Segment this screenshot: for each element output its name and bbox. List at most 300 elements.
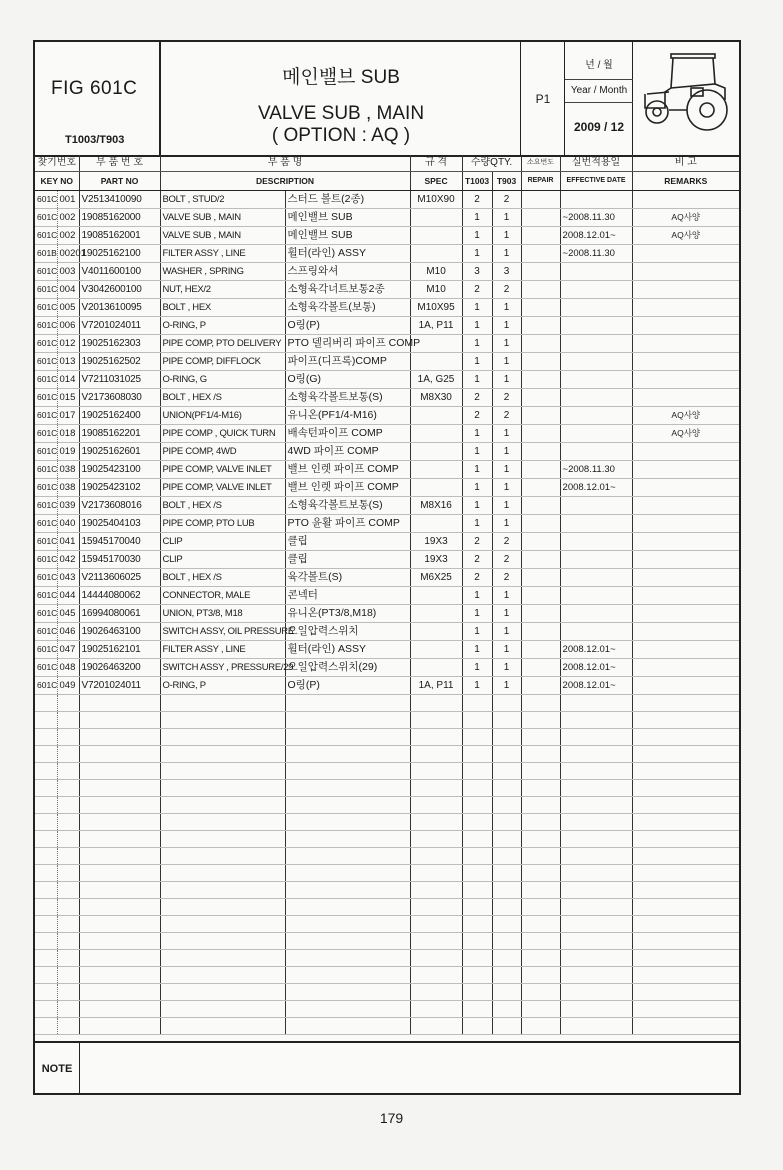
cell-effective-date bbox=[560, 317, 632, 335]
cell-spec: M10 bbox=[410, 281, 462, 299]
cell-part-number: V3042600100 bbox=[79, 281, 160, 299]
col-qty-t903: T903 bbox=[492, 172, 521, 191]
empty-row bbox=[35, 814, 739, 831]
cell-remarks bbox=[632, 729, 739, 746]
cell-spec bbox=[410, 353, 462, 371]
cell-qty-t903 bbox=[492, 1001, 521, 1018]
cell-qty-t1003 bbox=[462, 712, 492, 729]
cell-repair bbox=[521, 623, 560, 641]
cell-part-number: 19025162101 bbox=[79, 641, 160, 659]
cell-spec bbox=[410, 1018, 462, 1035]
cell-part-number bbox=[79, 882, 160, 899]
cell-key-prefix: 601C bbox=[35, 551, 57, 569]
cell-effective-date bbox=[560, 848, 632, 865]
cell-spec: 19X3 bbox=[410, 551, 462, 569]
cell-description bbox=[160, 916, 285, 933]
cell-qty-t903 bbox=[492, 865, 521, 882]
cell-part-number: V2173608016 bbox=[79, 497, 160, 515]
cell-part-number: 19025404103 bbox=[79, 515, 160, 533]
cell-key-prefix: 601C bbox=[35, 641, 57, 659]
cell-part-number: V7211031025 bbox=[79, 371, 160, 389]
sheet-header bbox=[35, 42, 739, 157]
cell-part-number bbox=[79, 746, 160, 763]
cell-effective-date bbox=[560, 933, 632, 950]
note-area bbox=[35, 1041, 739, 1095]
col-desc-ko: 부 품 명 bbox=[160, 155, 410, 172]
cell-description bbox=[160, 831, 285, 848]
table-row bbox=[35, 461, 739, 479]
cell-key-number bbox=[57, 712, 79, 729]
cell-description bbox=[160, 746, 285, 763]
cell-remarks bbox=[632, 763, 739, 780]
cell-repair bbox=[521, 497, 560, 515]
cell-part-number: 19085162001 bbox=[79, 227, 160, 245]
cell-repair bbox=[521, 677, 560, 695]
cell-qty-t903: 2 bbox=[492, 407, 521, 425]
cell-part-number bbox=[79, 814, 160, 831]
cell-spec bbox=[410, 695, 462, 712]
cell-remarks bbox=[632, 389, 739, 407]
cell-korean-name: 스프링와셔 bbox=[285, 263, 410, 281]
cell-qty-t903: 1 bbox=[492, 605, 521, 623]
cell-part-number: V2173608030 bbox=[79, 389, 160, 407]
cell-qty-t1003: 1 bbox=[462, 299, 492, 317]
table-row bbox=[35, 533, 739, 551]
cell-korean-name bbox=[285, 831, 410, 848]
cell-remarks bbox=[632, 461, 739, 479]
cell-key-number bbox=[57, 695, 79, 712]
cell-repair bbox=[521, 263, 560, 281]
cell-key-prefix: 601C bbox=[35, 479, 57, 497]
cell-spec bbox=[410, 659, 462, 677]
cell-key-number: 00201 bbox=[57, 245, 79, 263]
cell-qty-t903: 2 bbox=[492, 191, 521, 209]
cell-spec bbox=[410, 461, 462, 479]
year-month-value: 2009 / 12 bbox=[573, 120, 625, 134]
cell-remarks bbox=[632, 831, 739, 848]
col-repair-en: REPAIR bbox=[521, 172, 560, 191]
cell-key-number bbox=[57, 984, 79, 1001]
table-row bbox=[35, 281, 739, 299]
cell-description bbox=[160, 1018, 285, 1035]
cell-key-number bbox=[57, 729, 79, 746]
cell-spec bbox=[410, 641, 462, 659]
cell-part-number: 19025162303 bbox=[79, 335, 160, 353]
cell-key-number bbox=[57, 746, 79, 763]
empty-row bbox=[35, 746, 739, 763]
cell-effective-date bbox=[560, 899, 632, 916]
cell-qty-t1003: 1 bbox=[462, 245, 492, 263]
cell-korean-name: 소형육각볼트보통(S) bbox=[285, 497, 410, 515]
cell-description: PIPE COMP, VALVE INLET bbox=[160, 479, 285, 497]
cell-qty-t1003: 1 bbox=[462, 587, 492, 605]
cell-part-number bbox=[79, 695, 160, 712]
title-english: VALVE SUB , MAIN bbox=[257, 103, 425, 124]
cell-korean-name: O링(P) bbox=[285, 677, 410, 695]
cell-part-number bbox=[79, 865, 160, 882]
cell-part-number bbox=[79, 780, 160, 797]
cell-spec bbox=[410, 814, 462, 831]
cell-part-number bbox=[79, 763, 160, 780]
cell-repair bbox=[521, 587, 560, 605]
empty-row bbox=[35, 780, 739, 797]
cell-spec bbox=[410, 763, 462, 780]
cell-spec bbox=[410, 899, 462, 916]
cell-key-number: 044 bbox=[57, 587, 79, 605]
cell-key-prefix: 601C bbox=[35, 407, 57, 425]
cell-description: PIPE COMP, PTO LUB bbox=[160, 515, 285, 533]
cell-repair bbox=[521, 797, 560, 814]
cell-description: VALVE SUB , MAIN bbox=[160, 209, 285, 227]
cell-key-prefix: 601C bbox=[35, 677, 57, 695]
cell-key-number bbox=[57, 1001, 79, 1018]
cell-remarks bbox=[632, 335, 739, 353]
cell-qty-t1003: 1 bbox=[462, 605, 492, 623]
cell-qty-t903: 2 bbox=[492, 551, 521, 569]
cell-part-number bbox=[79, 831, 160, 848]
cell-qty-t903: 1 bbox=[492, 641, 521, 659]
cell-effective-date bbox=[560, 425, 632, 443]
cell-qty-t1003 bbox=[462, 950, 492, 967]
cell-remarks bbox=[632, 865, 739, 882]
cell-effective-date: 2008.12.01~ bbox=[560, 479, 632, 497]
cell-key-number: 004 bbox=[57, 281, 79, 299]
col-eff-ko: 실번적용일 bbox=[560, 155, 632, 172]
cell-qty-t1003 bbox=[462, 780, 492, 797]
cell-repair bbox=[521, 389, 560, 407]
parts-table bbox=[35, 155, 739, 1035]
cell-qty-t1003 bbox=[462, 729, 492, 746]
cell-effective-date bbox=[560, 335, 632, 353]
cell-key-number: 019 bbox=[57, 443, 79, 461]
cell-key-number: 001 bbox=[57, 191, 79, 209]
cell-repair bbox=[521, 1018, 560, 1035]
cell-remarks bbox=[632, 497, 739, 515]
cell-repair bbox=[521, 605, 560, 623]
cell-spec: M8X30 bbox=[410, 389, 462, 407]
cell-qty-t1003 bbox=[462, 899, 492, 916]
cell-key-number: 012 bbox=[57, 335, 79, 353]
cell-spec bbox=[410, 227, 462, 245]
cell-part-number: 14444080062 bbox=[79, 587, 160, 605]
cell-korean-name: PTO 윤활 파이프 COMP bbox=[285, 515, 410, 533]
cell-repair bbox=[521, 515, 560, 533]
empty-row bbox=[35, 763, 739, 780]
cell-qty-t1003 bbox=[462, 882, 492, 899]
cell-qty-t1003 bbox=[462, 1018, 492, 1035]
table-row bbox=[35, 227, 739, 245]
cell-qty-t903 bbox=[492, 984, 521, 1001]
cell-remarks bbox=[632, 479, 739, 497]
cell-description: PIPE COMP, VALVE INLET bbox=[160, 461, 285, 479]
cell-qty-t1003: 1 bbox=[462, 659, 492, 677]
cell-remarks bbox=[632, 281, 739, 299]
cell-key-number: 002 bbox=[57, 227, 79, 245]
cell-key-number: 048 bbox=[57, 659, 79, 677]
cell-key-prefix: 601C bbox=[35, 425, 57, 443]
cell-spec bbox=[410, 407, 462, 425]
cell-qty-t1003 bbox=[462, 848, 492, 865]
cell-key-prefix bbox=[35, 695, 57, 712]
empty-row bbox=[35, 950, 739, 967]
empty-row bbox=[35, 848, 739, 865]
figure-code: FIG 601C bbox=[51, 78, 138, 99]
cell-remarks bbox=[632, 569, 739, 587]
cell-effective-date: 2008.12.01~ bbox=[560, 641, 632, 659]
col-part-ko: 부 품 번 호 bbox=[79, 155, 160, 172]
cell-key-prefix: 601C bbox=[35, 371, 57, 389]
cell-repair bbox=[521, 533, 560, 551]
cell-spec bbox=[410, 1001, 462, 1018]
cell-description bbox=[160, 780, 285, 797]
cell-effective-date bbox=[560, 353, 632, 371]
cell-effective-date bbox=[560, 515, 632, 533]
cell-qty-t1003 bbox=[462, 1001, 492, 1018]
cell-description: CLIP bbox=[160, 551, 285, 569]
cell-remarks bbox=[632, 1001, 739, 1018]
cell-description bbox=[160, 984, 285, 1001]
cell-korean-name bbox=[285, 695, 410, 712]
cell-qty-t1003 bbox=[462, 763, 492, 780]
cell-key-prefix: 601C bbox=[35, 191, 57, 209]
cell-qty-t903: 2 bbox=[492, 533, 521, 551]
cell-description: O-RING, G bbox=[160, 371, 285, 389]
cell-key-number bbox=[57, 865, 79, 882]
cell-key-prefix bbox=[35, 1018, 57, 1035]
cell-repair bbox=[521, 425, 560, 443]
cell-key-number: 047 bbox=[57, 641, 79, 659]
cell-qty-t903 bbox=[492, 797, 521, 814]
col-desc-en: DESCRIPTION bbox=[160, 172, 410, 191]
cell-effective-date bbox=[560, 797, 632, 814]
col-key-ko: 찾기번호 bbox=[35, 155, 79, 172]
cell-part-number: V7201024011 bbox=[79, 317, 160, 335]
cell-remarks bbox=[632, 533, 739, 551]
cell-key-prefix: 601C bbox=[35, 533, 57, 551]
cell-korean-name: 메인밸브 SUB bbox=[285, 209, 410, 227]
cell-qty-t1003 bbox=[462, 746, 492, 763]
cell-effective-date bbox=[560, 916, 632, 933]
cell-qty-t1003 bbox=[462, 865, 492, 882]
cell-key-prefix bbox=[35, 865, 57, 882]
cell-korean-name bbox=[285, 967, 410, 984]
cell-korean-name: 스터드 볼트(2종) bbox=[285, 191, 410, 209]
cell-description bbox=[160, 729, 285, 746]
cell-description: PIPE COMP, DIFFLOCK bbox=[160, 353, 285, 371]
cell-qty-t903: 1 bbox=[492, 479, 521, 497]
col-spec-en: SPEC bbox=[410, 172, 462, 191]
cell-qty-t903: 2 bbox=[492, 569, 521, 587]
table-row bbox=[35, 353, 739, 371]
cell-effective-date bbox=[560, 263, 632, 281]
cell-effective-date bbox=[560, 443, 632, 461]
cell-repair bbox=[521, 763, 560, 780]
cell-korean-name bbox=[285, 916, 410, 933]
cell-description: BOLT , HEX /S bbox=[160, 497, 285, 515]
cell-korean-name: 4WD 파이프 COMP bbox=[285, 443, 410, 461]
cell-qty-t903: 1 bbox=[492, 497, 521, 515]
cell-effective-date bbox=[560, 729, 632, 746]
cell-qty-t1003 bbox=[462, 916, 492, 933]
cell-effective-date bbox=[560, 967, 632, 984]
cell-key-prefix bbox=[35, 763, 57, 780]
cell-qty-t1003: 1 bbox=[462, 353, 492, 371]
cell-repair bbox=[521, 317, 560, 335]
cell-qty-t1003 bbox=[462, 831, 492, 848]
cell-description bbox=[160, 763, 285, 780]
cell-key-prefix: 601C bbox=[35, 443, 57, 461]
cell-description: FILTER ASSY , LINE bbox=[160, 641, 285, 659]
empty-row bbox=[35, 916, 739, 933]
cell-part-number bbox=[79, 1018, 160, 1035]
cell-repair bbox=[521, 831, 560, 848]
cell-qty-t903 bbox=[492, 712, 521, 729]
cell-qty-t1003: 1 bbox=[462, 371, 492, 389]
table-row bbox=[35, 497, 739, 515]
cell-qty-t903 bbox=[492, 1018, 521, 1035]
col-part-en: PART NO bbox=[79, 172, 160, 191]
cell-description: CLIP bbox=[160, 533, 285, 551]
cell-repair bbox=[521, 191, 560, 209]
cell-spec bbox=[410, 865, 462, 882]
cell-effective-date bbox=[560, 299, 632, 317]
cell-key-prefix bbox=[35, 712, 57, 729]
cell-key-prefix: 601C bbox=[35, 281, 57, 299]
cell-spec: 1A, P11 bbox=[410, 677, 462, 695]
cell-qty-t903 bbox=[492, 882, 521, 899]
cell-spec: 1A, G25 bbox=[410, 371, 462, 389]
empty-row bbox=[35, 899, 739, 916]
cell-qty-t903: 1 bbox=[492, 461, 521, 479]
cell-description bbox=[160, 950, 285, 967]
cell-korean-name bbox=[285, 848, 410, 865]
cell-remarks bbox=[632, 933, 739, 950]
cell-repair bbox=[521, 916, 560, 933]
cell-repair bbox=[521, 353, 560, 371]
cell-spec bbox=[410, 623, 462, 641]
cell-korean-name: PTO 델리버리 파이프 COMP bbox=[285, 335, 410, 353]
cell-effective-date bbox=[560, 533, 632, 551]
cell-remarks bbox=[632, 848, 739, 865]
cell-description: UNION(PF1/4-M16) bbox=[160, 407, 285, 425]
cell-qty-t903 bbox=[492, 831, 521, 848]
cell-part-number bbox=[79, 950, 160, 967]
year-month-korean: 년 / 월 bbox=[585, 60, 613, 71]
cell-description: O-RING, P bbox=[160, 677, 285, 695]
cell-part-number: 15945170030 bbox=[79, 551, 160, 569]
cell-qty-t1003 bbox=[462, 797, 492, 814]
cell-qty-t903 bbox=[492, 899, 521, 916]
cell-key-number: 002 bbox=[57, 209, 79, 227]
cell-key-prefix bbox=[35, 729, 57, 746]
cell-part-number: V7201024011 bbox=[79, 677, 160, 695]
cell-key-prefix: 601C bbox=[35, 335, 57, 353]
cell-spec: M10X95 bbox=[410, 299, 462, 317]
cell-qty-t903 bbox=[492, 933, 521, 950]
cell-part-number: 19025162502 bbox=[79, 353, 160, 371]
empty-row bbox=[35, 1018, 739, 1035]
cell-remarks bbox=[632, 605, 739, 623]
cell-korean-name: 파이프(디프록)COMP bbox=[285, 353, 410, 371]
cell-korean-name bbox=[285, 899, 410, 916]
cell-korean-name: 휠터(라인) ASSY bbox=[285, 641, 410, 659]
cell-qty-t1003 bbox=[462, 814, 492, 831]
cell-korean-name: 배속턴파이프 COMP bbox=[285, 425, 410, 443]
cell-key-prefix: 601C bbox=[35, 587, 57, 605]
cell-korean-name: 오일압력스위치 bbox=[285, 623, 410, 641]
cell-korean-name bbox=[285, 882, 410, 899]
cell-spec: M6X25 bbox=[410, 569, 462, 587]
cell-spec bbox=[410, 797, 462, 814]
cell-repair bbox=[521, 641, 560, 659]
cell-korean-name: 밸브 인렛 파이프 COMP bbox=[285, 479, 410, 497]
empty-row bbox=[35, 831, 739, 848]
cell-remarks bbox=[632, 371, 739, 389]
cell-key-prefix: 601C bbox=[35, 623, 57, 641]
cell-description: O-RING, P bbox=[160, 317, 285, 335]
cell-spec bbox=[410, 848, 462, 865]
empty-row bbox=[35, 729, 739, 746]
cell-spec: 1A, P11 bbox=[410, 317, 462, 335]
cell-part-number: 19026463100 bbox=[79, 623, 160, 641]
cell-description: NUT, HEX/2 bbox=[160, 281, 285, 299]
cell-korean-name: 메인밸브 SUB bbox=[285, 227, 410, 245]
cell-qty-t1003: 1 bbox=[462, 623, 492, 641]
cell-part-number: V2013610095 bbox=[79, 299, 160, 317]
cell-repair bbox=[521, 712, 560, 729]
cell-key-number: 038 bbox=[57, 461, 79, 479]
cell-qty-t1003: 1 bbox=[462, 479, 492, 497]
cell-spec bbox=[410, 746, 462, 763]
parts-sheet bbox=[33, 40, 741, 1095]
cell-spec bbox=[410, 443, 462, 461]
table-row bbox=[35, 515, 739, 533]
cell-remarks bbox=[632, 515, 739, 533]
cell-key-number: 045 bbox=[57, 605, 79, 623]
cell-spec bbox=[410, 515, 462, 533]
empty-row bbox=[35, 797, 739, 814]
cell-repair bbox=[521, 746, 560, 763]
cell-repair bbox=[521, 695, 560, 712]
cell-part-number: 19085162000 bbox=[79, 209, 160, 227]
cell-repair bbox=[521, 407, 560, 425]
cell-repair bbox=[521, 299, 560, 317]
cell-repair bbox=[521, 461, 560, 479]
cell-effective-date: ~2008.11.30 bbox=[560, 461, 632, 479]
empty-row bbox=[35, 984, 739, 1001]
cell-part-number: 19025162400 bbox=[79, 407, 160, 425]
cell-remarks bbox=[632, 967, 739, 984]
cell-effective-date bbox=[560, 551, 632, 569]
cell-part-number bbox=[79, 933, 160, 950]
cell-qty-t903: 1 bbox=[492, 227, 521, 245]
cell-spec bbox=[410, 984, 462, 1001]
cell-key-prefix bbox=[35, 780, 57, 797]
cell-repair bbox=[521, 479, 560, 497]
table-row bbox=[35, 425, 739, 443]
cell-part-number: 19025162100 bbox=[79, 245, 160, 263]
cell-korean-name: 유니온(PF1/4-M16) bbox=[285, 407, 410, 425]
year-month-english: Year / Month bbox=[565, 79, 633, 103]
cell-remarks bbox=[632, 677, 739, 695]
cell-key-prefix: 601C bbox=[35, 497, 57, 515]
cell-korean-name bbox=[285, 814, 410, 831]
cell-key-number: 013 bbox=[57, 353, 79, 371]
cell-qty-t903: 1 bbox=[492, 299, 521, 317]
empty-row bbox=[35, 967, 739, 984]
cell-spec bbox=[410, 479, 462, 497]
cell-remarks bbox=[632, 353, 739, 371]
